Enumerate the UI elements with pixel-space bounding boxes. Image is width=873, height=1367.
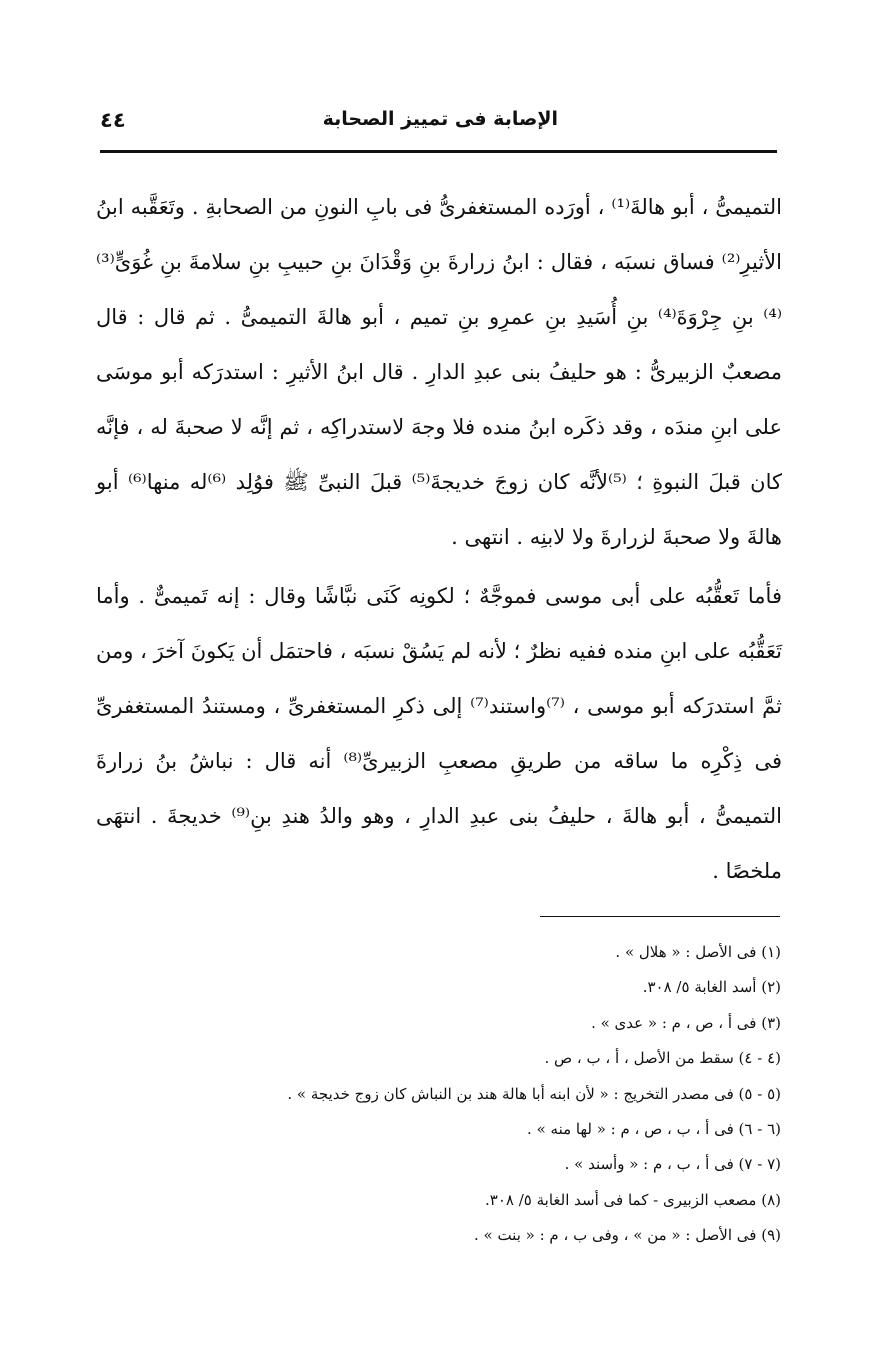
footnote: (٨) مصعب الزبيرى - كما فى أسد الغابة ٥/ ٣٠٨.: [485, 1190, 781, 1209]
running-header: [100, 108, 773, 142]
footnote-rule: [540, 916, 780, 917]
main-text: [96, 180, 782, 899]
footnote: (٦ - ٦) فى أ ، ب ، ص ، م : « لها منه » .: [527, 1120, 781, 1139]
header-rule: [100, 150, 777, 153]
book-title: الإصابة فى تمييز الصحابة: [322, 108, 558, 130]
footnote: (٢) أسد الغابة ٥/ ٣٠٨.: [642, 978, 781, 997]
footnote: (١) فى الأصل : « هلال » .: [615, 943, 781, 961]
footnote: (٤ - ٤) سقط من الأصل ، أ ، ب ، ص .: [544, 1049, 781, 1068]
footnote: (٥ - ٥) فى مصدر التخريج : « لأن ابنه أبا هالة هند بن النباش كان زوج خديجة » .: [287, 1084, 781, 1103]
footnotes: [101, 935, 781, 1254]
paragraph: التميمىُّ ، أبو هالةَ⁽¹⁾ ، أورَده المستغفرىُّ فى بابِ النونِ من الصحابةِ . وتَعَقَّبه ابنُ الأثيرِ⁽²⁾ فساق نسبَه ، فقال : ابنُ زرارةَ بنِ وَقْدَانَ بنِ حبيبِ بنِ سلامةَ بنِ غُوَىٍّ⁽³⁾ ⁽⁴⁾ بنِ جِرْوَةَ⁽⁴⁾ بنِ أُسَيدِ بنِ عمرِو بنِ تميم ، أبو هالةَ التميمىُّ . ثم قال : قال مصعبٌ الزبيرىُّ : هو حليفُ بنى عبدِ الدارِ . قال ابنُ الأثيرِ : استدرَكه أبو موسَى على ابنِ مندَه ، وقد ذكَره ابنُ منده فلا وجهَ لاستدراكِه ، ثم إنَّه لا صحبةَ له ، فإنَّه كان قبلَ النبوةِ ؛ ⁽⁵⁾لأنَّه كان زوجَ خديجةَ⁽⁵⁾ قبلَ النبىِّ ﷺ فوُلِد ⁽⁶⁾له منها⁽⁶⁾ أبو هالةَ ولا صحبةَ لزرارةَ ولا لابنِه . انتهى .: [96, 195, 782, 549]
footnote: (٧ - ٧) فى أ ، ب ، م : « وأسند » .: [564, 1155, 781, 1174]
footnote: (٣) فى أ ، ص ، م : « عدى » .: [591, 1013, 781, 1032]
paragraph: فأما تَعقُّبُه على أبى موسى فموجَّهٌ ؛ لكونِه كَنَى نبَّاشًا وقال : إنه تَميمىٌّ . وأما تَعَقُّبُه على ابنِ منده ففيه نظرٌ ؛ لأنه لم يَسُقْ نسبَه ، فاحتمَل أن يَكونَ آخرَ ، ومن ثمَّ استدرَكه أبو موسى ، ⁽⁷⁾واستند⁽⁷⁾ إلى ذكرِ المستغفرىِّ ، ومستندُ المستغفرىِّ فى ذِكْرِه ما ساقه من طريقِ مصعبِ الزبيرىِّ⁽⁸⁾ أنه قال : نباشُ بنُ زرارةَ التميمىُّ ، أبو هالةَ ، حليفُ بنى عبدِ الدارِ ، وهو والدُ هندِ بنِ⁽⁹⁾ خديجةَ . انتهَى ملخصًا .: [96, 584, 782, 883]
page-number: ٤٤: [100, 108, 126, 132]
footnote: (٩) فى الأصل : « من » ، وفى ب ، م : « بنت » .: [473, 1226, 781, 1245]
